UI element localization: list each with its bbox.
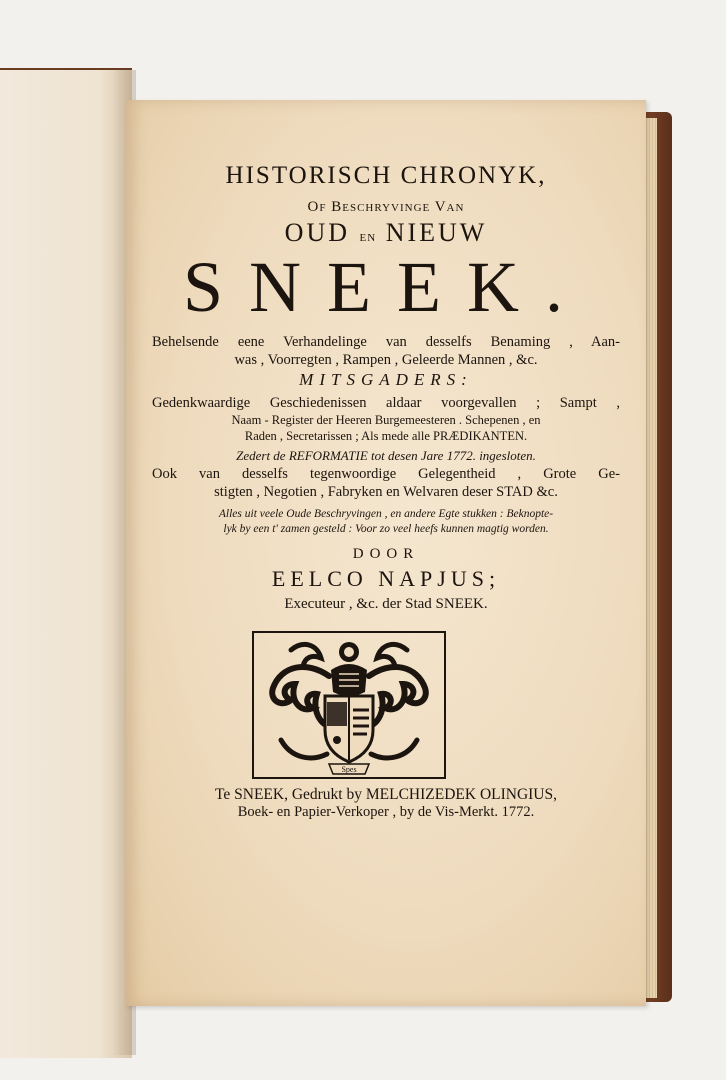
author-name: EELCO NAPJUS;: [271, 566, 501, 591]
vignette-motto: Spes: [341, 765, 357, 774]
description-line: Behelsende eene Verhandelinge van desselfs Benaming , Aan-: [152, 334, 620, 350]
main-title: SNEEK.: [183, 247, 589, 327]
imprint-line-2: Boek- en Papier-Verkoper , by de Vis-Merkt. 1772.: [237, 804, 535, 820]
title-line-3: [126, 218, 646, 248]
description-line: Ook van desselfs tegenwoordige Gelegentheid , Grote Ge-: [152, 466, 620, 482]
title-page: [126, 100, 646, 1006]
description-line: lyk by een t' zamen gesteld : Voor zo veel heefs kunnen magtig worden.: [223, 523, 549, 535]
imprint-line-1: Te SNEEK, Gedrukt by MELCHIZEDEK OLINGIUS,: [214, 786, 557, 803]
description-line: Naam - Register der Heeren Burgemeesteren . Schepenen , en: [231, 413, 541, 427]
door-label: DOOR: [352, 546, 420, 562]
title-oud: OUD: [284, 218, 351, 247]
description-line: Gedenkwaardige Geschiedenissen aldaar voorgevallen ; Sampt ,: [152, 395, 620, 411]
mitsgaders-heading: MITSGADERS:: [299, 370, 473, 389]
description-line: Raden , Secretarissen ; Als mede alle PRÆDIKANTEN.: [244, 429, 528, 443]
coat-of-arms-vignette: [251, 630, 447, 780]
author-title: Executeur , &c. der Stad SNEEK.: [284, 596, 488, 612]
title-en: en: [359, 229, 377, 245]
title-line-2: Of Beschryvinge Van: [307, 199, 465, 215]
title-line-1: HISTORISCH CHRONYK,: [225, 162, 547, 189]
title-nieuw: NIEUW: [385, 218, 488, 247]
description-line: Alles uit veele Oude Beschryvingen , en andere Egte stukken : Beknopte-: [218, 508, 554, 520]
description-line: was , Voorregten , Rampen , Geleerde Mannen , &c.: [234, 352, 538, 368]
description-line: Zedert de REFORMATIE tot desen Jare 1772. ingesloten.: [236, 448, 536, 463]
description-line: stigten , Negotien , Fabryken en Welvaren deser STAD &c.: [214, 484, 558, 500]
